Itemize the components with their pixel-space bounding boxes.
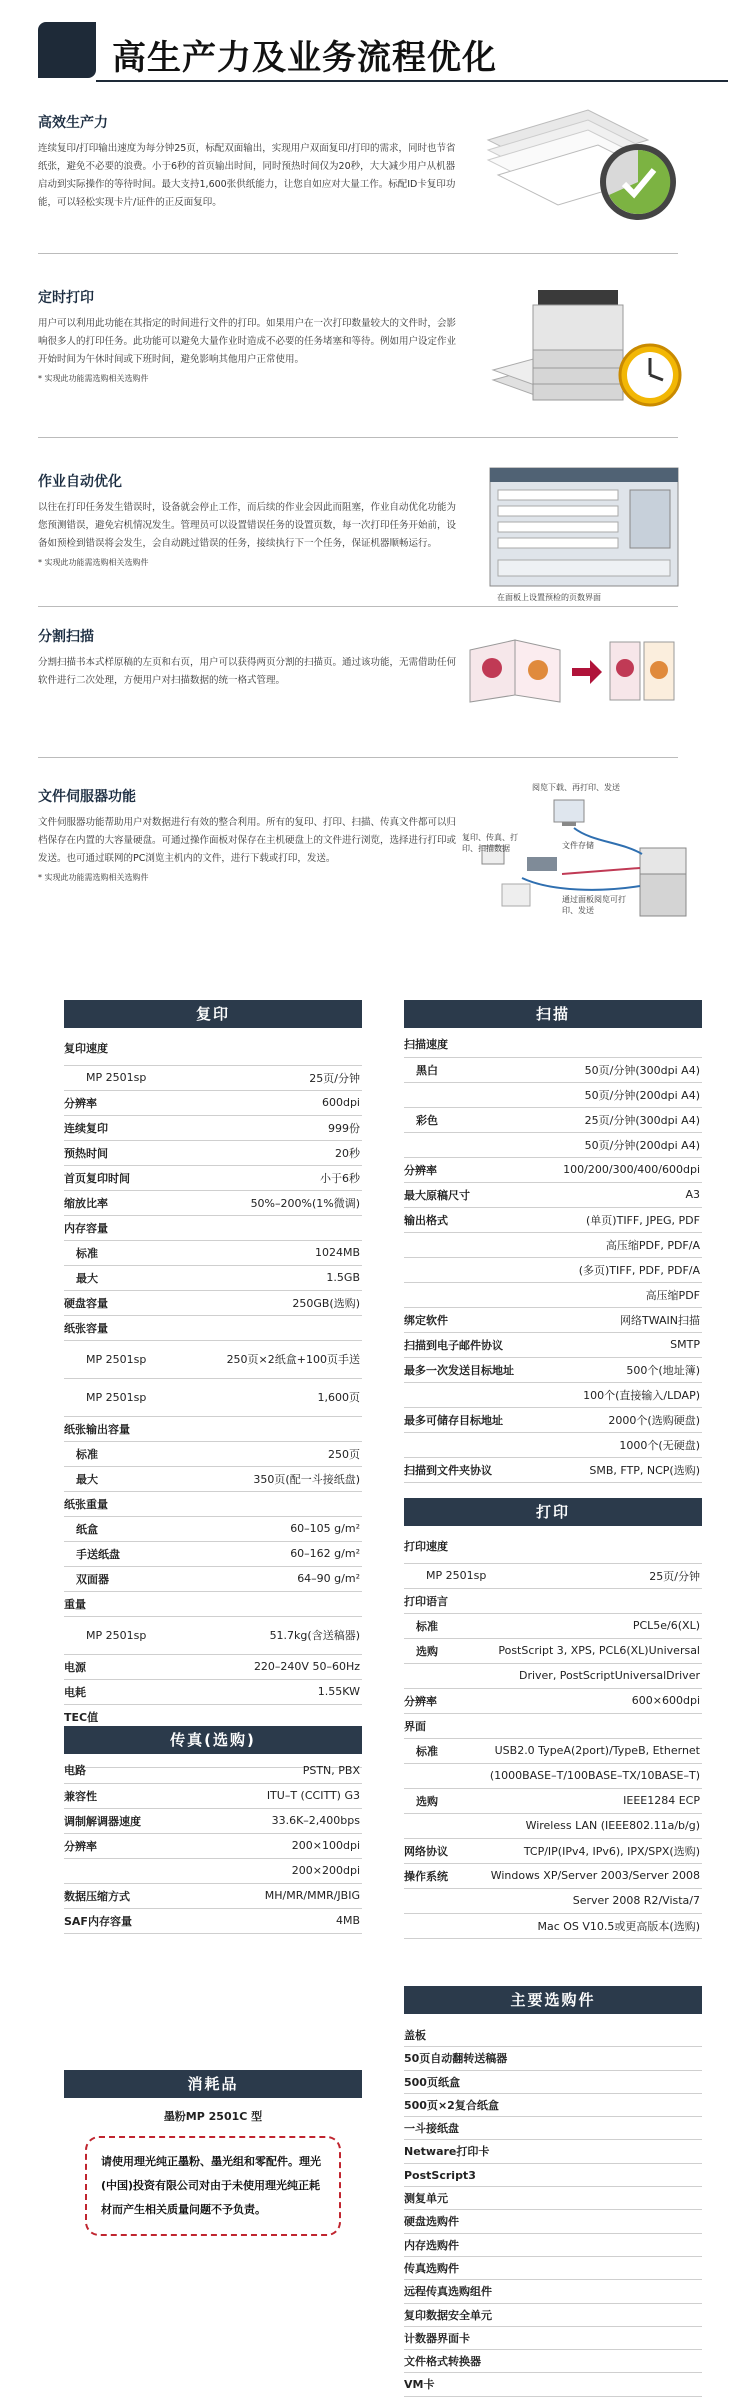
spec-value: USB2.0 TypeA(2port)/TypeB, Ethernet [487,1738,702,1763]
spec-value: 250GB(选购) [177,1290,362,1315]
spec-value: 25页/分钟 [487,1563,702,1588]
copy-spec-row [64,1140,362,1165]
spec-value: A3 [536,1182,702,1207]
option-item: PostScript3 [404,2164,702,2187]
spec-key: SAF内存容量 [64,1908,196,1933]
fax-spec-row [64,1858,362,1883]
print-spec-table [404,1530,702,1939]
option-item: 硬盘选购件 [404,2210,702,2233]
print-spec-row [404,1863,702,1888]
spec-key: 电源 [64,1654,177,1679]
spec-key: MP 2501sp [64,1340,177,1378]
spec-value [177,1215,362,1240]
copy-spec-row [64,1416,362,1441]
spec-key: 操作系统 [404,1863,487,1888]
copy-spec-row [64,1032,362,1065]
spec-value: 250页 [177,1441,362,1466]
consumables-header: 消耗品 [64,2070,362,2098]
print-spec-row [404,1763,702,1788]
copy-spec-section [64,1000,362,1768]
scan-spec-row [404,1432,702,1457]
copy-spec-row [64,1616,362,1654]
spec-key: 双面器 [64,1566,177,1591]
option-item: 一斗接纸盘 [404,2117,702,2140]
spec-key: 连续复印 [64,1115,177,1140]
spec-value [487,1530,702,1563]
spec-value: PCL5e/6(XL) [487,1613,702,1638]
spec-value: 50页/分钟(200dpi A4) [536,1132,702,1157]
scan-spec-row [404,1357,702,1382]
spec-value: TCP/IP(IPv4, IPv6), IPX/SPX(选购) [487,1838,702,1863]
print-spec-row [404,1713,702,1738]
scan-spec-row [404,1057,702,1082]
spec-value [536,1032,702,1057]
document-server-diagram [462,782,702,942]
spec-key: MP 2501sp [404,1563,487,1588]
spec-key: 调制解调器速度 [64,1808,196,1833]
copy-spec-row [64,1190,362,1215]
spec-value [487,1713,702,1738]
spec-key [404,1257,536,1282]
spec-key: 复印速度 [64,1032,177,1065]
spec-key: 缩放比率 [64,1190,177,1215]
spec-value: 64–90 g/m² [177,1566,362,1591]
option-item: 500页纸盒 [404,2071,702,2094]
spec-key [404,1663,487,1688]
spec-key: 分辨率 [404,1157,536,1182]
spec-value: 250页×2纸盒+100页手送 [177,1340,362,1378]
spec-value: 100个(直接输入/LDAP) [536,1382,702,1407]
spec-value: 高压缩PDF [536,1282,702,1307]
copy-spec-row [64,1215,362,1240]
scan-spec-row [404,1332,702,1357]
print-spec-row [404,1588,702,1613]
copy-spec-row [64,1566,362,1591]
consumables-section [64,2070,362,2236]
feature-title: 高效生产力 [38,115,108,131]
spec-value: MH/MR/MMR/JBIG [196,1883,362,1908]
spec-key: 彩色 [404,1107,536,1132]
spec-value: 350页(配一斗接纸盘) [177,1466,362,1491]
scan-spec-section [404,1000,702,1483]
feature-body: 文件伺服器功能帮助用户对数据进行有效的整合利用。所有的复印、打印、扫描、传真文件都可以归档保存在内置的大容量硬盘。可通过操作面板对保存在主机硬盘上的文件进行浏览，选择进行打印或发送。也可通过联网的PC浏览主机内的文件，进行下载或打印，发送。 [38,817,457,864]
spec-key: 输出格式 [404,1207,536,1232]
spec-value [177,1416,362,1441]
feature-note: * 实现此功能需选购相关选购件 [38,558,149,567]
spec-value: 50%–200%(1%微调) [177,1190,362,1215]
feature-body: 以往在打印任务发生错误时，设备就会停止工作，而后续的作业会因此而阻塞，作业自动优化功能为您预测错误，避免宕机情况发生。管理员可以设置错误任务的设置页数，每一次打印任务开始前，设备如预检到错误将会发生，会自动跳过错误的任务，接续执行下一个任务，保证机器顺畅运行。 [38,502,457,549]
spec-key: 标准 [64,1441,177,1466]
spec-value: IEEE1284 ECP [487,1788,702,1813]
spec-key: 扫描到文件夹协议 [404,1457,536,1482]
diagram-label-sources: 复印、传真、打印、扫描数据 [462,833,518,853]
print-spec-row [404,1813,702,1838]
option-item: Netware打印卡 [404,2140,702,2163]
spec-key [404,1432,536,1457]
option-item: 远程传真选购组件 [404,2280,702,2303]
spec-value: PSTN, PBX [196,1758,362,1783]
spec-key: MP 2501sp [64,1065,177,1090]
spec-key: 分辨率 [64,1090,177,1115]
copy-spec-row [64,1378,362,1416]
fax-spec-section [64,1726,362,1934]
spec-value: 1,600页 [177,1378,362,1416]
spec-value: ITU–T (CCITT) G3 [196,1783,362,1808]
spec-value [177,1032,362,1065]
spec-key [404,1382,536,1407]
consumables-item: 墨粉MP 2501C 型 [163,2110,263,2123]
spec-key: 首页复印时间 [64,1165,177,1190]
spec-key: 打印速度 [404,1530,487,1563]
spec-value: 51.7kg(含送稿器) [177,1616,362,1654]
header-rule [96,80,728,82]
options-list [404,2024,702,2397]
spec-key: 打印语言 [404,1588,487,1613]
spec-key [404,1813,487,1838]
copy-spec-row [64,1115,362,1140]
scan-spec-row [404,1382,702,1407]
scan-spec-row [404,1457,702,1482]
scan-spec-table [404,1032,702,1483]
option-item: 盖板 [404,2024,702,2047]
copy-spec-row [64,1441,362,1466]
feature-title: 作业自动优化 [38,474,122,490]
scan-spec-row [404,1032,702,1057]
copy-spec-row [64,1679,362,1704]
option-item: 500页×2复合纸盒 [404,2094,702,2117]
scan-spec-row [404,1107,702,1132]
copy-spec-row [64,1065,362,1090]
spec-value: 220–240V 50–60Hz [177,1654,362,1679]
fax-spec-header: 传真(选购) [64,1726,362,1754]
copy-spec-row [64,1654,362,1679]
spec-value: 60–105 g/m² [177,1516,362,1541]
copy-spec-row [64,1466,362,1491]
spec-key: 黑白 [404,1057,536,1082]
print-spec-row [404,1738,702,1763]
spec-key [64,1858,196,1883]
spec-value: 50页/分钟(300dpi A4) [536,1057,702,1082]
spec-key: 电耗 [64,1679,177,1704]
section-divider [38,757,678,758]
spec-value: 25页/分钟 [177,1065,362,1090]
consumables-notice-box [85,2136,341,2236]
option-item: 文件格式转换器 [404,2350,702,2373]
copy-spec-row [64,1290,362,1315]
fax-spec-table [64,1758,362,1934]
spec-value: 25页/分钟(300dpi A4) [536,1107,702,1132]
page-title: 高生产力及业务流程优化 [112,38,497,78]
option-item: 计数器界面卡 [404,2327,702,2350]
section-divider [38,437,678,438]
spec-value: 1024MB [177,1240,362,1265]
spec-key: 网络协议 [404,1838,487,1863]
spec-key: TEC值 [64,1704,177,1729]
print-spec-row [404,1613,702,1638]
spec-key: 最多可储存目标地址 [404,1407,536,1432]
options-header: 主要选购件 [404,1986,702,2014]
spec-key: 纸张输出容量 [64,1416,177,1441]
diagram-label-store: 文件存储 [562,841,594,850]
scan-spec-row [404,1407,702,1432]
feature-body: 连续复印/打印输出速度为每分钟25页，标配双面输出，实现用户双面复印/打印的需求，同时也节省纸张，避免不必要的浪费。小于6秒的首页输出时间，同时预热时间仅为20秒，大大减少用户从机器启动到实际操作的等待时间。最大支持1,600张供纸能力，让您自如应对大量工作。标配ID卡复印功能，可以轻松实现卡片/证件的正反面复印。 [38,143,456,208]
spec-value: 网络TWAIN扫描 [536,1307,702,1332]
spec-key [404,1888,487,1913]
copy-spec-row [64,1541,362,1566]
spec-key: 最大 [64,1265,177,1290]
spec-value: Mac OS V10.5或更高版本(选购) [487,1913,702,1938]
print-spec-section [404,1498,702,1939]
spec-value: 1000个(无硬盘) [536,1432,702,1457]
spec-key: 分辨率 [64,1833,196,1858]
copy-spec-header: 复印 [64,1000,362,1028]
spec-key [404,1232,536,1257]
spec-value [177,1315,362,1340]
spec-key: MP 2501sp [64,1378,177,1416]
scan-spec-row [404,1257,702,1282]
options-section [404,1986,702,2397]
fax-spec-row [64,1833,362,1858]
spec-key: 最多一次发送目标地址 [404,1357,536,1382]
spec-value: PostScript 3, XPS, PCL6(XL)Universal [487,1638,702,1663]
diagram-label-browse: 阅览下载、再打印、发送 [532,783,620,792]
spec-value: 4MB [196,1908,362,1933]
fax-spec-row [64,1883,362,1908]
copy-spec-row [64,1090,362,1115]
spec-value: Windows XP/Server 2003/Server 2008 [487,1863,702,1888]
spec-key: 纸张容量 [64,1315,177,1340]
fax-spec-row [64,1908,362,1933]
print-spec-row [404,1530,702,1563]
fax-spec-row [64,1808,362,1833]
print-spec-row [404,1888,702,1913]
spec-key: 最大原稿尺寸 [404,1182,536,1207]
copy-spec-row [64,1265,362,1290]
copy-spec-row [64,1315,362,1340]
section-divider [38,253,678,254]
print-spec-row [404,1838,702,1863]
spec-key: 重量 [64,1591,177,1616]
spec-value: 999份 [177,1115,362,1140]
spec-value: SMB, FTP, NCP(选购) [536,1457,702,1482]
spec-key: 选购 [404,1788,487,1813]
spec-key: 分辨率 [404,1688,487,1713]
diagram-label-panel: 通过面板阅览可打印、发送 [562,895,626,915]
spec-value: 50页/分钟(200dpi A4) [536,1082,702,1107]
spec-key: 手送纸盘 [64,1541,177,1566]
spec-key: 预热时间 [64,1140,177,1165]
copy-spec-row [64,1240,362,1265]
panel-caption: 在面板上设置预检的页数界面 [497,593,601,602]
spec-key [404,1282,536,1307]
fax-spec-row [64,1783,362,1808]
scan-spec-header: 扫描 [404,1000,702,1028]
spec-value: 1.5GB [177,1265,362,1290]
spec-value: (单页)TIFF, JPEG, PDF [536,1207,702,1232]
spec-value [177,1591,362,1616]
scan-spec-row [404,1207,702,1232]
scan-spec-row [404,1282,702,1307]
spec-key: 标准 [404,1613,487,1638]
copy-spec-table [64,1032,362,1768]
spec-value [177,1491,362,1516]
spec-value: 1.55KW [177,1679,362,1704]
scan-spec-row [404,1157,702,1182]
spec-key: 最大 [64,1466,177,1491]
spec-value [487,1588,702,1613]
spec-key: 扫描速度 [404,1032,536,1057]
spec-key: 纸张重量 [64,1491,177,1516]
spec-value: Driver, PostScriptUniversalDriver [487,1663,702,1688]
spec-key: 电路 [64,1758,196,1783]
feature-note: * 实现此功能需选购相关选购件 [38,873,149,882]
feature-note: * 实现此功能需选购相关选购件 [38,374,149,383]
option-item: 复印数据安全单元 [404,2304,702,2327]
copy-spec-row [64,1491,362,1516]
spec-value: Server 2008 R2/Vista/7 [487,1888,702,1913]
paper-stack-timer-illustration [478,100,688,235]
printer-clock-illustration [488,280,688,425]
spec-key: 绑定软件 [404,1307,536,1332]
feature-body: 用户可以利用此功能在其指定的时间进行文件的打印。如果用户在一次打印数量较大的文件时，会影响很多人的打印任务。此功能可以避免大量作业时造成不必要的任务堵塞和等待。例如用户设定作业开始时间为午休时间或下班时间，避免影响其他用户正常使用。 [38,318,457,365]
spec-key: 标准 [64,1240,177,1265]
feature-title: 定时打印 [38,290,94,306]
spec-value: 200×100dpi [196,1833,362,1858]
scan-spec-row [404,1182,702,1207]
spec-value: 33.6K–2,400bps [196,1808,362,1833]
copy-spec-row [64,1340,362,1378]
option-item: 测复单元 [404,2187,702,2210]
spec-key: 界面 [404,1713,487,1738]
spec-value: 高压缩PDF, PDF/A [536,1232,702,1257]
spec-key: MP 2501sp [64,1616,177,1654]
header-badge [38,22,96,78]
spec-key: 标准 [404,1738,487,1763]
copy-spec-row [64,1165,362,1190]
print-spec-row [404,1913,702,1938]
spec-value: Wireless LAN (IEEE802.11a/b/g) [487,1813,702,1838]
spec-key [404,1763,487,1788]
control-panel-screenshot [490,468,678,591]
spec-value: SMTP [536,1332,702,1357]
scan-spec-row [404,1132,702,1157]
print-spec-row [404,1663,702,1688]
fax-spec-row [64,1758,362,1783]
option-item: 50页自动翻转送稿器 [404,2047,702,2070]
spec-key: 选购 [404,1638,487,1663]
option-item: 传真选购件 [404,2257,702,2280]
feature-title: 文件伺服器功能 [38,789,136,805]
spec-value: 小于6秒 [177,1165,362,1190]
spec-value: 100/200/300/400/600dpi [536,1157,702,1182]
consumables-notice: 请使用理光纯正墨粉、墨光组和零配件。理光(中国)投资有限公司对由于未使用理光纯正耗材而产生相关质量问题不予负责。 [101,2155,321,2216]
print-spec-row [404,1788,702,1813]
spec-key: 纸盒 [64,1516,177,1541]
spec-key: 硬盘容量 [64,1290,177,1315]
spec-value: (1000BASE–T/100BASE–TX/10BASE–T) [487,1763,702,1788]
spec-value: 20秒 [177,1140,362,1165]
spec-value: 60–162 g/m² [177,1541,362,1566]
split-scan-illustration [460,630,680,715]
copy-spec-row [64,1591,362,1616]
scan-spec-row [404,1307,702,1332]
spec-key: 数据压缩方式 [64,1883,196,1908]
spec-key: 兼容性 [64,1783,196,1808]
spec-value: 200×200dpi [196,1858,362,1883]
spec-value: 600×600dpi [487,1688,702,1713]
feature-title: 分割扫描 [38,629,94,645]
spec-key: 内存容量 [64,1215,177,1240]
scan-spec-row [404,1082,702,1107]
option-item: VM卡 [404,2373,702,2396]
print-spec-row [404,1688,702,1713]
spec-key [404,1082,536,1107]
spec-value: (多页)TIFF, PDF, PDF/A [536,1257,702,1282]
spec-value: 600dpi [177,1090,362,1115]
feature-body: 分割扫描书本式样原稿的左页和右页，用户可以获得两页分割的扫描页。通过该功能，无需借助任何软件进行二次处理，方便用户对扫描数据的统一格式管理。 [38,657,457,686]
spec-value: 2000个(选购硬盘) [536,1407,702,1432]
print-spec-header: 打印 [404,1498,702,1526]
spec-key [404,1132,536,1157]
copy-spec-row [64,1516,362,1541]
spec-key: 扫描到电子邮件协议 [404,1332,536,1357]
option-item: 内存选购件 [404,2234,702,2257]
spec-value: 500个(地址簿) [536,1357,702,1382]
section-divider [38,606,678,607]
page-header [22,22,728,82]
scan-spec-row [404,1232,702,1257]
print-spec-row [404,1638,702,1663]
spec-key [404,1913,487,1938]
print-spec-row [404,1563,702,1588]
